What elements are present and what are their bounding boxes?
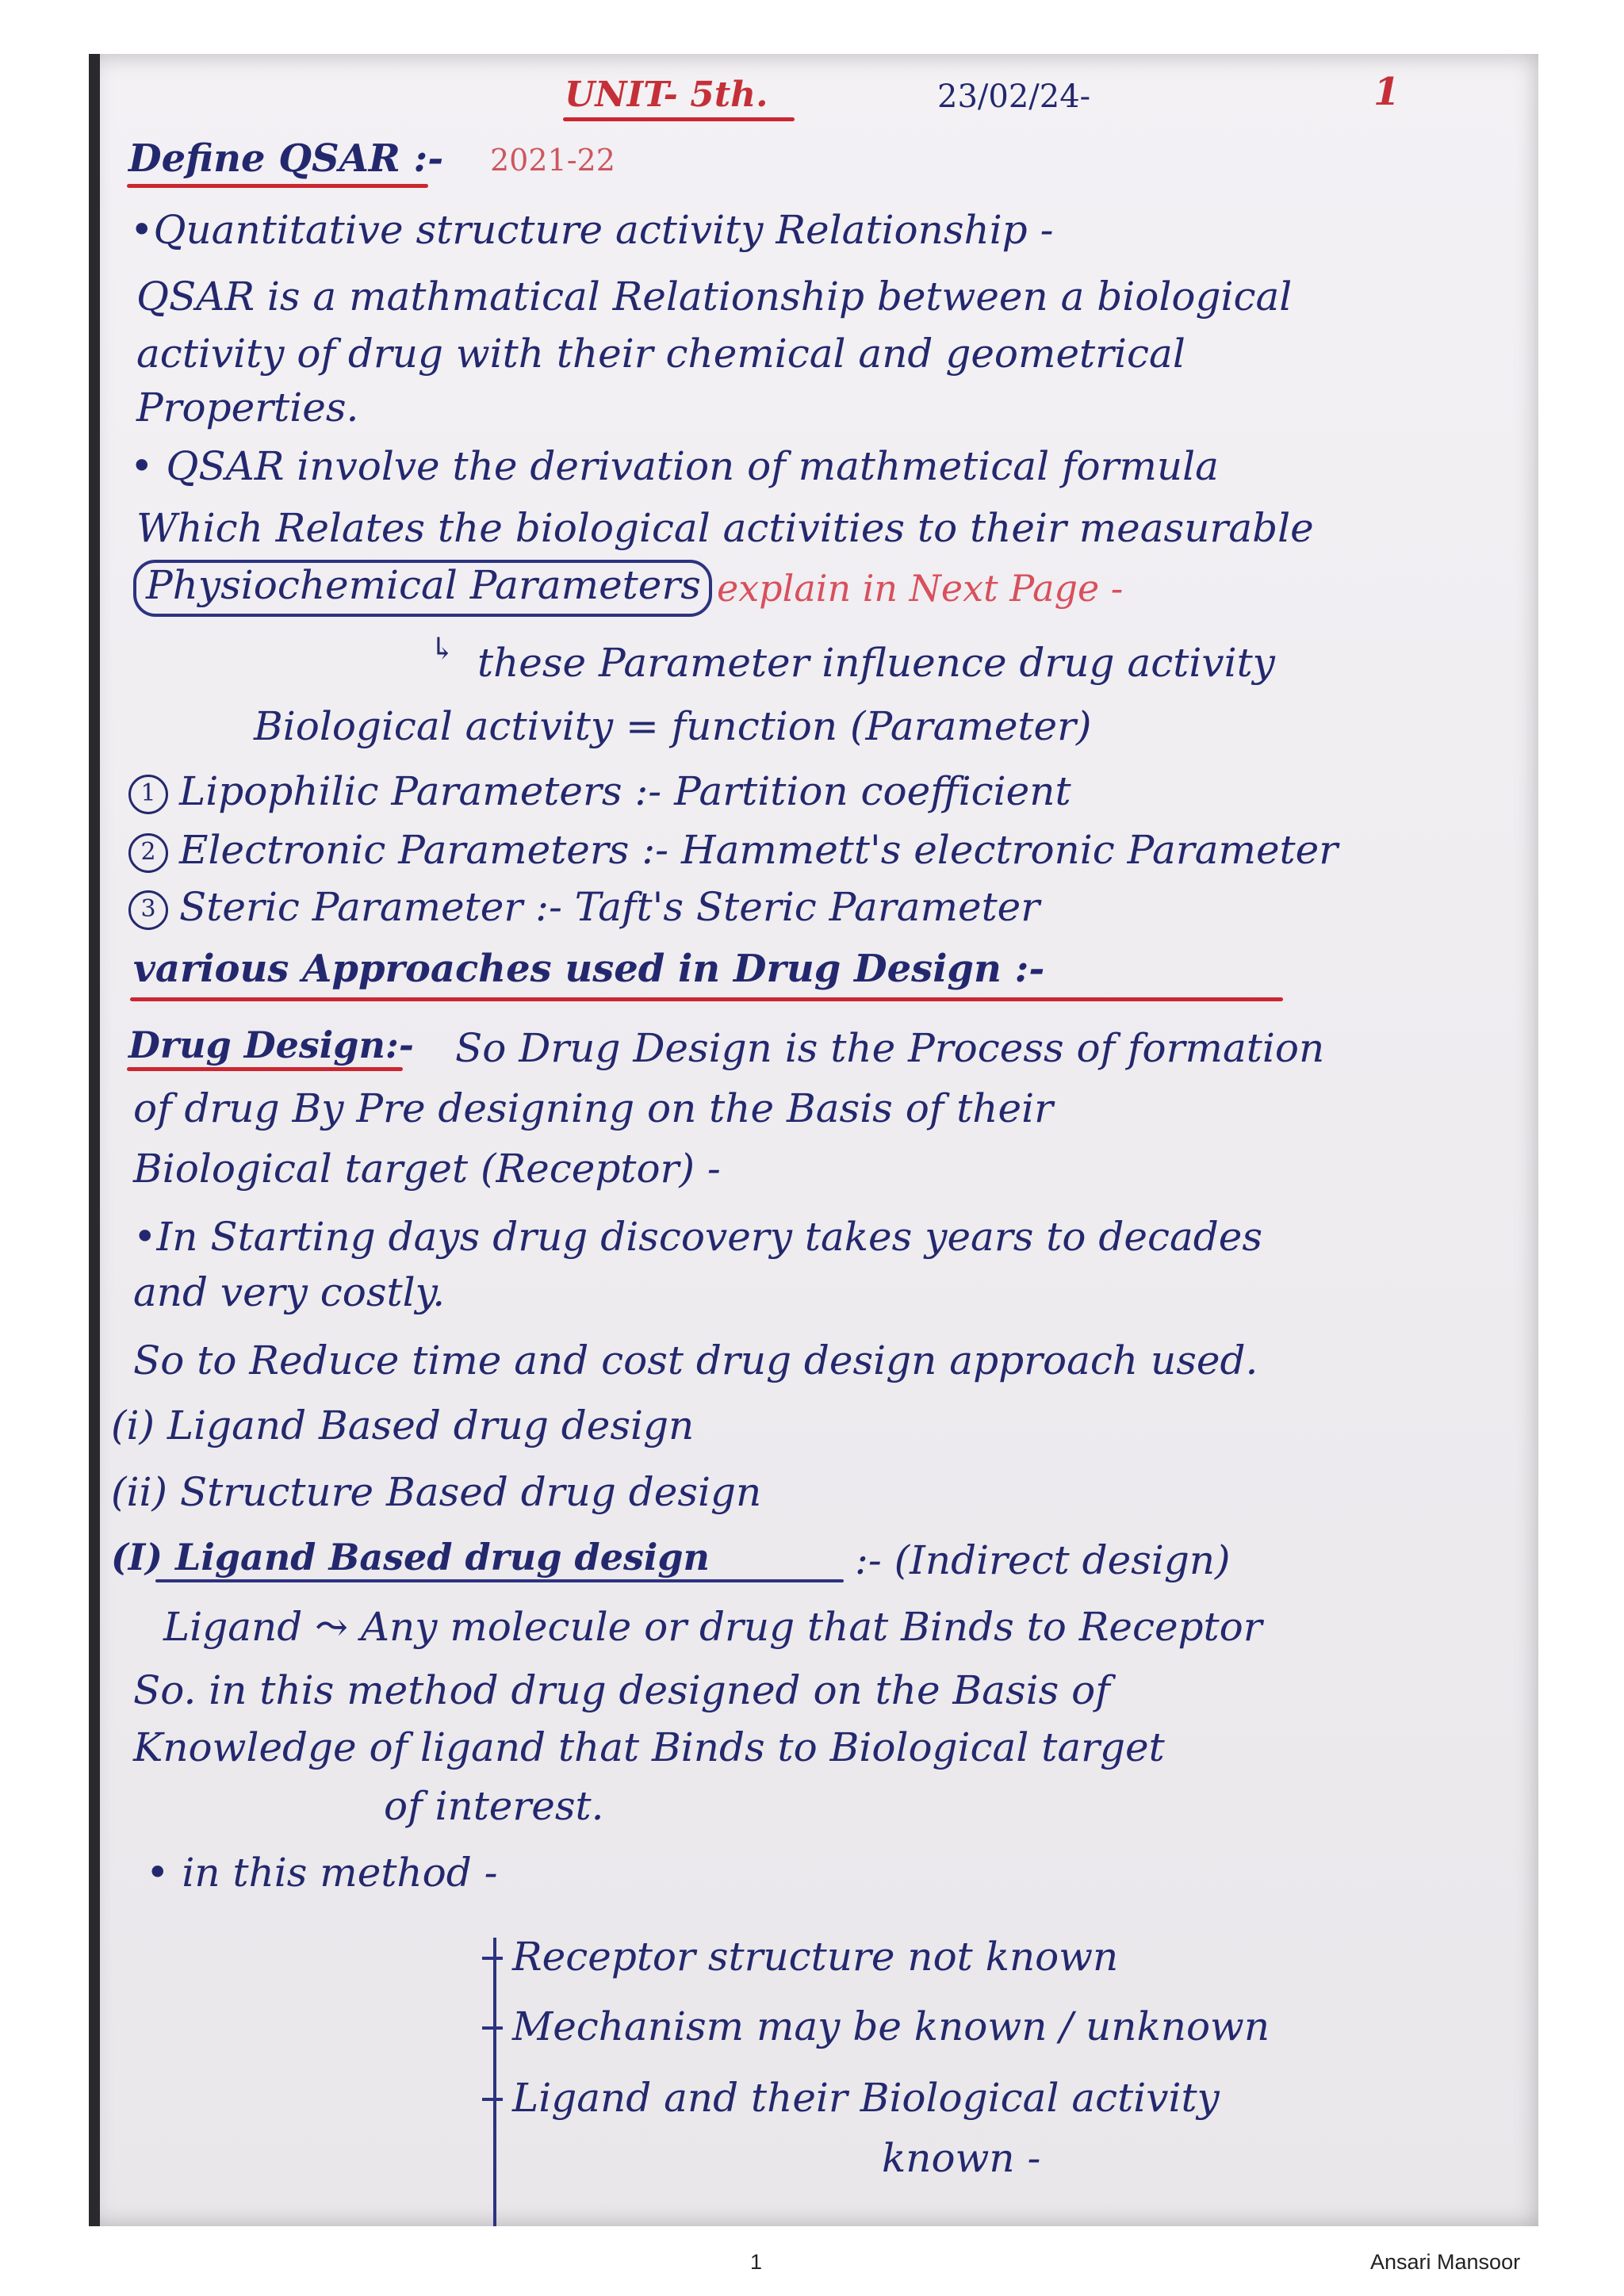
branch-3: Ligand and their Biological activity xyxy=(512,2075,1220,2121)
drug-design-label: Drug Design:- xyxy=(128,1024,414,1066)
date: 23/02/24- xyxy=(937,78,1091,115)
number-badge-1: 1 xyxy=(128,775,168,814)
parameter-3-text: Steric Parameter :- Taft's Steric Parameter xyxy=(179,884,1040,930)
qsar-line-3: activity of drug with their chemical and geometrical xyxy=(136,331,1185,377)
branch-2: Mechanism may be known / unknown xyxy=(512,2003,1270,2049)
ligand-line-4: of interest. xyxy=(384,1783,604,1829)
qsar-line-2: QSAR is a mathmatical Relationship between a biological xyxy=(136,274,1293,320)
branch-tick-1 xyxy=(482,1957,503,1960)
drug-design-line-7: (i) Ligand Based drug design xyxy=(111,1402,695,1448)
number-badge-3: 3 xyxy=(128,890,168,930)
qsar-line-5: • QSAR involve the derivation of mathmetical formula xyxy=(130,443,1219,489)
ligand-line-2: So. in this method drug designed on the Basis of xyxy=(133,1667,1110,1713)
branch-3-continued: known - xyxy=(882,2135,1041,2181)
parameter-3 xyxy=(128,883,1040,931)
influence-line: these Parameter influence drug activity xyxy=(477,640,1275,686)
physio-note: explain in Next Page - xyxy=(717,567,1124,610)
unit-heading: UNIT- 5th. xyxy=(565,75,768,115)
approaches-title: various Approaches used in Drug Design :- xyxy=(133,947,1045,991)
physio-label: Physiochemical Parameters xyxy=(146,562,701,608)
page-number-mark: 1 xyxy=(1373,70,1400,114)
number-badge-2: 2 xyxy=(128,833,168,873)
qsar-line-6: Which Relates the biological activities to their measurable xyxy=(136,505,1314,551)
ligand-line-1: Ligand ⤳ Any molecule or drug that Binds to Receptor xyxy=(163,1604,1262,1650)
arrow-glyph: ↳ xyxy=(430,631,455,666)
drug-design-line-8: (ii) Structure Based drug design xyxy=(111,1469,762,1515)
qsar-year: 2021-22 xyxy=(490,143,615,178)
qsar-line-4: Properties. xyxy=(136,385,359,430)
formula-line: Biological activity = function (Parameter) xyxy=(254,703,1092,749)
parameter-2-text: Electronic Parameters :- Hammett's electronic Parameter xyxy=(179,827,1339,873)
ligand-subtitle: :- (Indirect design) xyxy=(855,1537,1231,1583)
notebook-page-photo xyxy=(89,54,1538,2226)
parameter-1 xyxy=(128,767,1071,815)
branch-line xyxy=(493,1938,496,2226)
ligand-title-underline xyxy=(155,1579,844,1582)
ligand-line-3: Knowledge of ligand that Binds to Biological target xyxy=(133,1724,1165,1770)
footer-page-number: 1 xyxy=(750,2250,763,2274)
branch-1: Receptor structure not known xyxy=(512,1934,1119,1980)
ligand-title: (I) Ligand Based drug design xyxy=(111,1536,710,1578)
drug-design-line-6: So to Reduce time and cost drug design approach used. xyxy=(133,1337,1258,1383)
qsar-title-underline xyxy=(127,184,428,188)
drug-design-line-3: Biological target (Receptor) - xyxy=(133,1146,721,1192)
qsar-title: Define QSAR :- xyxy=(128,136,444,181)
qsar-line-1: •Quantitative structure activity Relationship - xyxy=(130,207,1054,253)
drug-design-line-2: of drug By Pre designing on the Basis of their xyxy=(133,1085,1053,1131)
branch-tick-2 xyxy=(482,2026,503,2030)
approaches-underline xyxy=(130,997,1283,1001)
ligand-line-5: • in this method - xyxy=(146,1850,498,1896)
drug-design-line-5: and very costly. xyxy=(133,1269,446,1315)
parameter-2 xyxy=(128,826,1338,874)
drug-design-line-1: So Drug Design is the Process of formation xyxy=(455,1025,1325,1071)
drug-design-underline xyxy=(127,1067,403,1071)
parameter-1-text: Lipophilic Parameters :- Partition coefficient xyxy=(179,768,1071,814)
footer-author: Ansari Mansoor xyxy=(1370,2250,1521,2274)
drug-design-line-4: •In Starting days drug discovery takes years to decades xyxy=(133,1214,1263,1260)
unit-underline xyxy=(563,117,795,121)
branch-tick-3 xyxy=(482,2098,503,2101)
page-edge-shadow xyxy=(89,54,100,2226)
